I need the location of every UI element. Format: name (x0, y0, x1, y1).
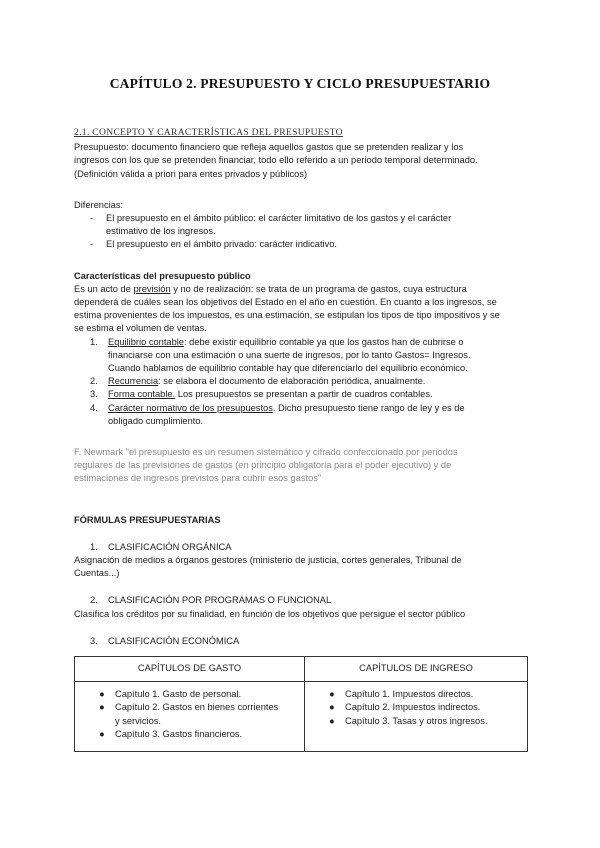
classification-heading: 2. CLASIFICACIÓN POR PROGRAMAS O FUNCIONAL (90, 595, 332, 606)
table-header-row (75, 657, 528, 682)
definition-line: ingresos con los que se pretenden financiar, todo ello referido a un periodo temporal determinado. (74, 155, 478, 166)
bullet-icon: ● (329, 689, 335, 700)
document-body (74, 126, 534, 752)
list-item: 1. Equilibrio contable: debe existir equilibrio contable ya que los gastos han de cubrirse o financiarse con una estimación o una suerte de ingresos, por lo tanto Gastos= Ingresos. Cuando hablamos de equilibrio contable hay que diferenciarlo del equilibrio económico. (90, 336, 471, 374)
classification-text: Cuentas...) (74, 568, 120, 579)
classification-text: Asignación de medios a órganos gestores (ministerio de justicia, cortes generales, Tribunal de (74, 555, 462, 566)
subsection-heading: Características del presupuesto público (74, 270, 251, 281)
caracteristicas-list (74, 336, 534, 428)
table-cell-gasto (75, 682, 305, 752)
section-heading: 2.1. CONCEPTO Y CARACTERÍSTICAS DEL PRESUPUESTO (74, 127, 343, 138)
intro-line: Es un acto de previsión y no de realización: se trata de un programa de gastos, cuya estructura (74, 283, 467, 294)
list-item: ● Capítulo 3. Tasas y otros ingresos. (311, 715, 521, 728)
intro-line: estima provenientes de los impuestos, es una estimación, se estipulan los tipos de tipo impositivos y se (74, 310, 500, 321)
table-header: CAPÍTULOS DE GASTO (75, 657, 305, 682)
newmark-quote: F. Newmark "el presupuesto es un resumen sistemático y cifrado confeccionado por periodos regulares de las previsiones de gastos (en principio obligatoria para el poder ejecutivo) y de estimaciones de ingresos previstos para cubrir esos gastos" (74, 447, 458, 484)
classification-heading: 1. CLASIFICACIÓN ORGÁNICA (90, 541, 232, 552)
intro-line: se estima el volumen de ventas. (74, 323, 207, 334)
formulas-heading: FÓRMULAS PRESUPUESTARIAS (74, 514, 221, 525)
list-item: ● Capítulo 1. Gasto de personal. (81, 688, 298, 701)
chapters-table (74, 656, 528, 752)
list-item: ● Capítulo 3. Gastos financieros. (81, 728, 298, 741)
list-item: 2. Recurrencia: se elabora el documento de elaboración periódica, anualmente. (90, 376, 426, 387)
table-header: CAPÍTULOS DE INGRESO (305, 657, 528, 682)
list-item: - El presupuesto en el ámbito público: el carácter limitativo de los gastos y el carácter estimativo de los ingresos. (90, 213, 452, 237)
definition-line: Presupuesto: documento financiero que refleja aquellos gastos que se pretenden realizar y los (74, 142, 464, 153)
list-item: ● Capítulo 2. Impuestos indirectos. (311, 701, 521, 714)
classification-heading: 3. CLASIFICACIÓN ECONÓMICA (90, 635, 240, 646)
list-item: ● Capítulo 1. Impuestos directos. (311, 688, 521, 701)
dash-bullet-icon: - (90, 213, 94, 224)
definition-line: (Definición válida a priori para entes privados y públicos) (74, 168, 308, 179)
bullet-icon: ● (99, 689, 105, 700)
list-item: ● Capítulo 2. Gastos en bienes corrientes y servicios. (99, 702, 279, 726)
bullet-icon: ● (329, 715, 335, 726)
dash-bullet-icon: - (90, 239, 94, 250)
classification-text: Clasifica los créditos por su finalidad, en función de los objetivos que persigue el sector público (74, 608, 466, 619)
bullet-icon: ● (99, 728, 105, 739)
diferencias-list (74, 212, 534, 252)
list-item: 4. Carácter normativo de los presupuestos. Dicho presupuesto tiene rango de ley y es de obligado cumplimiento. (90, 402, 465, 426)
table-row (75, 682, 528, 752)
list-item: 3. Forma contable. Los presupuestos se presentan a partir de cuadros contables. (90, 389, 433, 400)
bullet-icon: ● (99, 702, 105, 713)
bullet-icon: ● (329, 702, 335, 713)
list-item: - El presupuesto en el ámbito privado: carácter indicativo. (74, 238, 534, 251)
intro-line: dependerá de cuáles sean los objetivos del Estado en el año en cuestión. En cuanto a los ingresos, se (74, 297, 497, 308)
table-cell-ingreso (305, 682, 528, 752)
diferencias-label: Diferencias: (74, 199, 124, 210)
chapter-title: CAPÍTULO 2. PRESUPUESTO Y CICLO PRESUPUESTARIO (109, 76, 491, 91)
